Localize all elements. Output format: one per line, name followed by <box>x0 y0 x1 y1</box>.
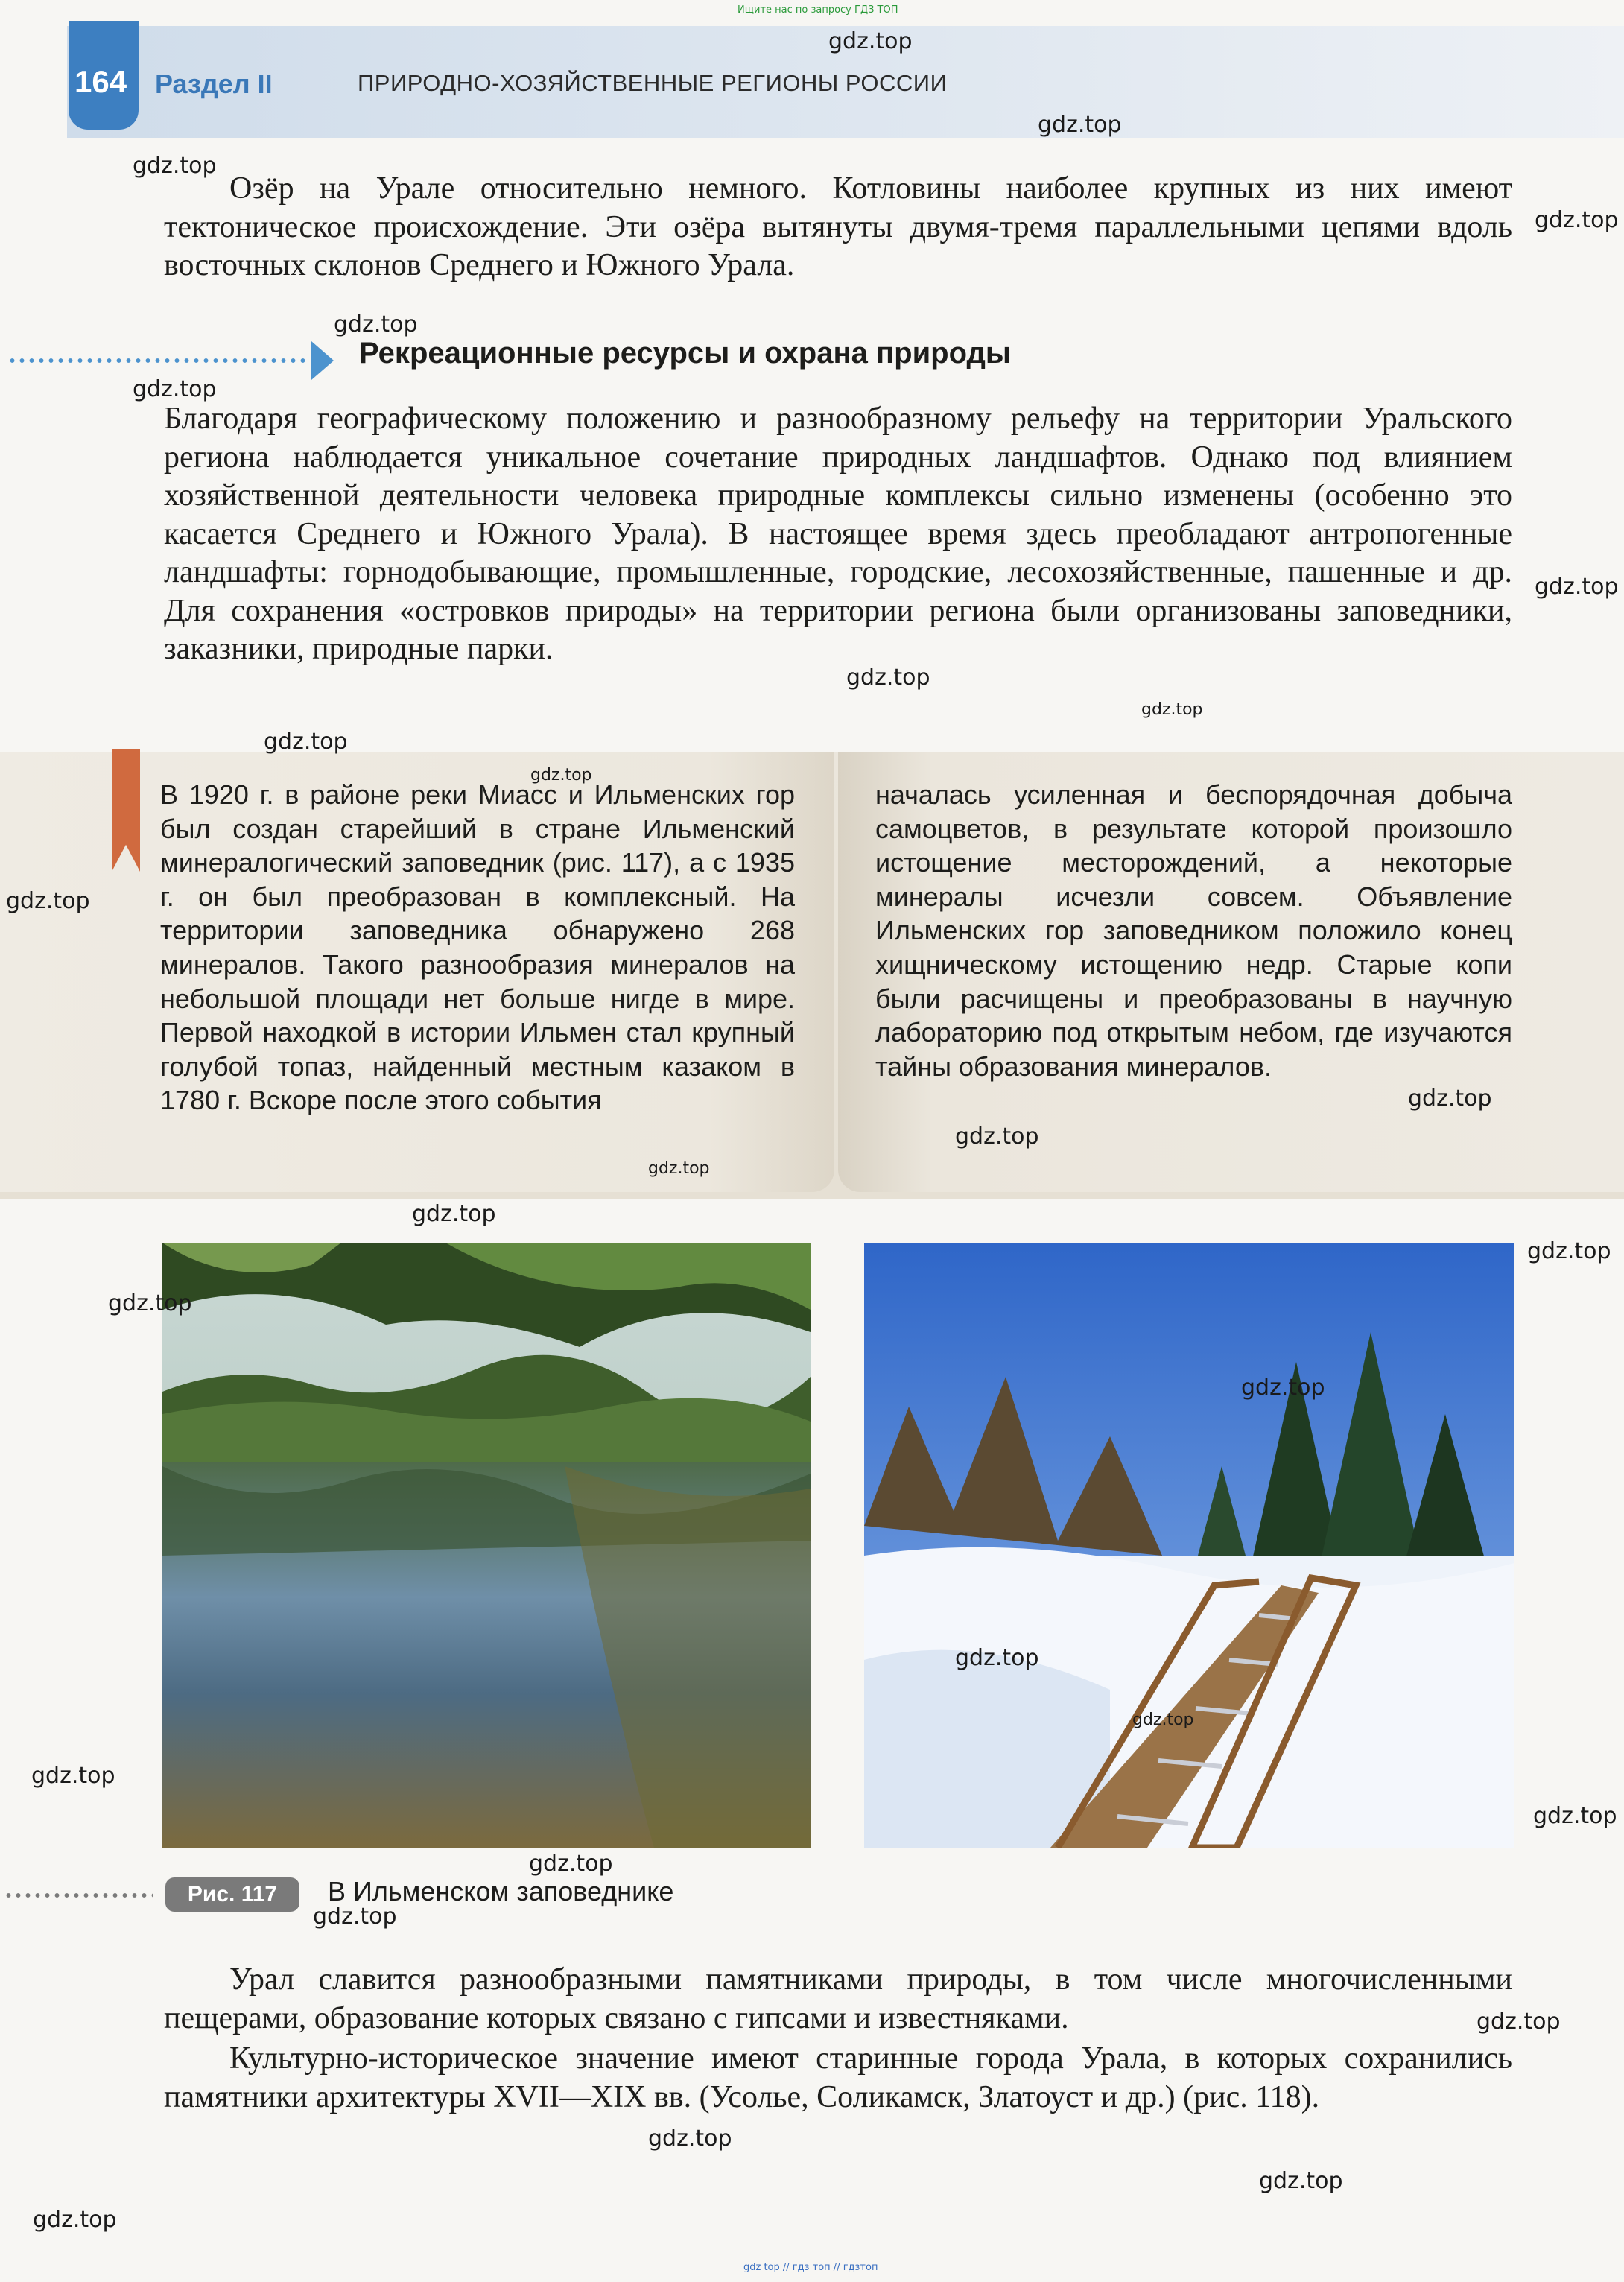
watermark: gdz.top <box>828 28 913 54</box>
heading-arrow-icon <box>311 341 334 380</box>
paragraph-lakes: Озёр на Урале относительно немного. Котловины наиболее крупных из них имеют тектоническое происхождение. Эти озёра вытянуты двумя-тремя параллельными цепями вдоль восточных склонов Среднего и Южного Урала. <box>164 171 1512 282</box>
watermark: gdz.top <box>1038 112 1122 138</box>
watermark: gdz.top <box>955 1123 1039 1150</box>
watermark: gdz.top <box>31 1763 115 1789</box>
watermark: gdz.top <box>1241 1375 1325 1401</box>
watermark: gdz.top <box>412 1201 496 1227</box>
watermark: gdz.top <box>264 729 348 755</box>
caption-dots <box>4 1892 153 1898</box>
watermark: gdz.top <box>1408 1085 1492 1112</box>
bottom-note: gdz top // гдз топ // гдзтоп <box>743 2262 878 2273</box>
watermark: gdz.top <box>6 888 90 914</box>
infobox-left-text: В 1920 г. в районе реки Миасс и Ильменских гор был создан старейший в стране Ильменский минералогический заповедник (рис. 117), а с 1935 г. он был преобразован в комплексный. На территории заповедника обнаружено 268 минералов. Такого разнообразия минералов на небольшой площади нет больше нигде в мире. Первой находкой в истории Ильмен стал крупный голубой топаз, найденный местным казаком в 1780 г. Вскоре после этого события <box>160 779 795 1116</box>
watermark: gdz.top <box>1476 2009 1561 2035</box>
watermark: gdz.top <box>1533 1803 1617 1829</box>
running-title: ПРИРОДНО-ХОЗЯЙСТВЕННЫЕ РЕГИОНЫ РОССИИ <box>358 70 948 96</box>
paragraph-caves: Урал славится разнообразными памятниками природы, в том числе многочисленными пещерами, образование которых связано с гипсами и известняками. <box>164 1962 1512 2035</box>
figure-label: Рис. 117 <box>165 1877 299 1912</box>
watermark: gdz.top <box>313 1904 397 1930</box>
watermark: gdz.top <box>33 2207 117 2233</box>
watermark: gdz.top <box>1527 1238 1611 1264</box>
paragraph-recreation: Благодаря географическому положению и разнообразному рельефу на территории Уральского региона наблюдается уникальное сочетание природных ландшафтов. Однако под влиянием хозяйственной деятельности человека природные комплексы сильно изменены (особенно это касается Среднего и Южного Урала). В настоящее время здесь преобладают антропогенные ландшафты: горнодобывающие, промышленные, городские, лесохозяйственные, пашенные и др. Для сохранения «островков природы» на территории региона были организованы заповедники, заказники, природные парки. <box>164 402 1512 666</box>
photo-winter-trail <box>864 1243 1514 1848</box>
watermark: gdz.top <box>334 311 418 337</box>
watermark: gdz.top <box>955 1645 1039 1671</box>
top-note: Ищите нас по запросу ГДЗ ТОП <box>738 4 898 16</box>
watermark: gdz.top <box>529 1851 613 1877</box>
watermark: gdz.top <box>133 376 217 402</box>
watermark: gdz.top <box>1259 2168 1343 2194</box>
paragraph-cities: Культурно-историческое значение имеют старинные города Урала, в которых сохранились памятники архитектуры XVII—XIX вв. (Усолье, Соликамск, Златоуст и др.) (рис. 118). <box>164 2041 1512 2114</box>
watermark: gdz.top <box>648 1159 710 1178</box>
watermark: gdz.top <box>648 2126 732 2152</box>
section-heading: Рекреационные ресурсы и охрана природы <box>359 337 1012 370</box>
watermark: gdz.top <box>1141 700 1203 719</box>
watermark: gdz.top <box>846 665 930 691</box>
heading-dots <box>7 358 305 364</box>
watermark: gdz.top <box>1535 574 1619 600</box>
watermark: gdz.top <box>1535 207 1619 233</box>
watermark: gdz.top <box>108 1290 192 1316</box>
infobox-right-text: началась усиленная и беспорядочная добыча самоцветов, в результате которой произошло истощение месторождений, а некоторые минералы исчезли совсем. Объявление Ильменских гор заповедником положило конец хищническому истощению недр. Старые копи были расчищены и преобразованы в научную лабораторию под открытым небом, где изучаются тайны образования минералов. <box>875 779 1512 1082</box>
watermark: gdz.top <box>133 153 217 179</box>
watermark: gdz.top <box>530 766 592 785</box>
watermark: gdz.top <box>1132 1711 1194 1729</box>
page-number: 164 <box>74 64 127 99</box>
photo-lake <box>162 1243 811 1848</box>
figure-caption: В Ильменском заповеднике <box>328 1876 674 1907</box>
section-label: Раздел II <box>155 69 273 99</box>
